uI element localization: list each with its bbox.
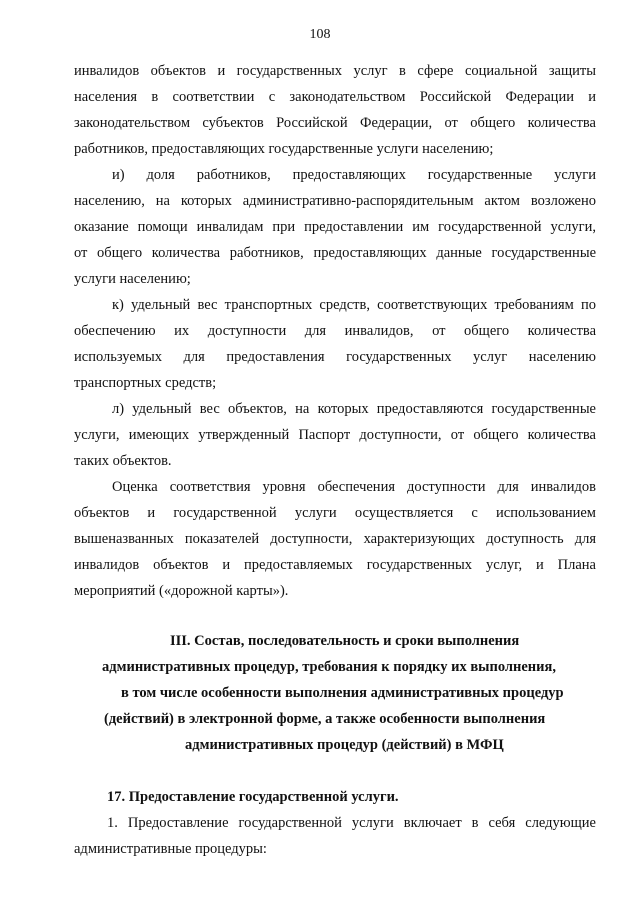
text-line: и) доля работников, предоставляющих государственные услуги [112, 167, 596, 183]
text-line: таких объектов. [74, 453, 172, 469]
text-line: л) удельный вес объектов, на которых предоставляются государственные [112, 401, 596, 417]
text-line: оказание помощи инвалидам при предоставлении им государственной услуги, [74, 219, 596, 235]
text-line: услуги, имеющих утвержденный Паспорт доступности, от общего количества [74, 427, 596, 443]
text-line: инвалидов объектов и государственных услуг в сфере социальной защиты [74, 63, 596, 79]
text-line: объектов и государственной услуги осуществляется с использованием [74, 505, 596, 521]
text-line: работников, предоставляющих государственные услуги населению; [74, 141, 494, 157]
text-line: Оценка соответствия уровня обеспечения доступности для инвалидов [112, 479, 596, 495]
subsection-heading: 17. Предоставление государственной услуги. [107, 789, 399, 805]
section-heading-line: III. Состав, последовательность и сроки выполнения [170, 633, 520, 649]
text-line: вышеназванных показателей доступности, характеризующих доступность для [74, 531, 596, 547]
text-line: услуги населению; [74, 271, 191, 287]
text-line: обеспечению их доступности для инвалидов, от общего количества [74, 323, 596, 339]
section-heading-line: административных процедур (действий) в МФЦ [185, 737, 504, 753]
text-line: законодательством субъектов Российской Федерации, от общего количества [74, 115, 596, 131]
section-heading-line: в том числе особенности выполнения административных процедур [121, 685, 564, 701]
text-line: транспортных средств; [74, 375, 217, 391]
page-number: 108 [309, 27, 331, 42]
section-heading-line: (действий) в электронной форме, а также особенности выполнения [104, 711, 546, 727]
text-line: 1. Предоставление государственной услуги включает в себя следующие [107, 815, 596, 831]
text-line: к) удельный вес транспортных средств, соответствующих требованиям по [112, 297, 596, 313]
text-line: используемых для предоставления государственных услуг населению [74, 349, 596, 365]
text-line: административные процедуры: [74, 841, 267, 857]
text-line: населению, на которых административно-распорядительным актом возложено [74, 193, 596, 209]
text-line: инвалидов объектов и предоставляемых государственных услуг, и Плана [74, 557, 596, 573]
text-line: от общего количества работников, предоставляющих данные государственные [74, 245, 596, 261]
section-heading-line: административных процедур, требования к порядку их выполнения, [102, 659, 556, 675]
text-line: мероприятий («дорожной карты»). [74, 583, 289, 599]
text-line: населения в соответствии с законодательством Российской Федерации и [74, 89, 596, 105]
